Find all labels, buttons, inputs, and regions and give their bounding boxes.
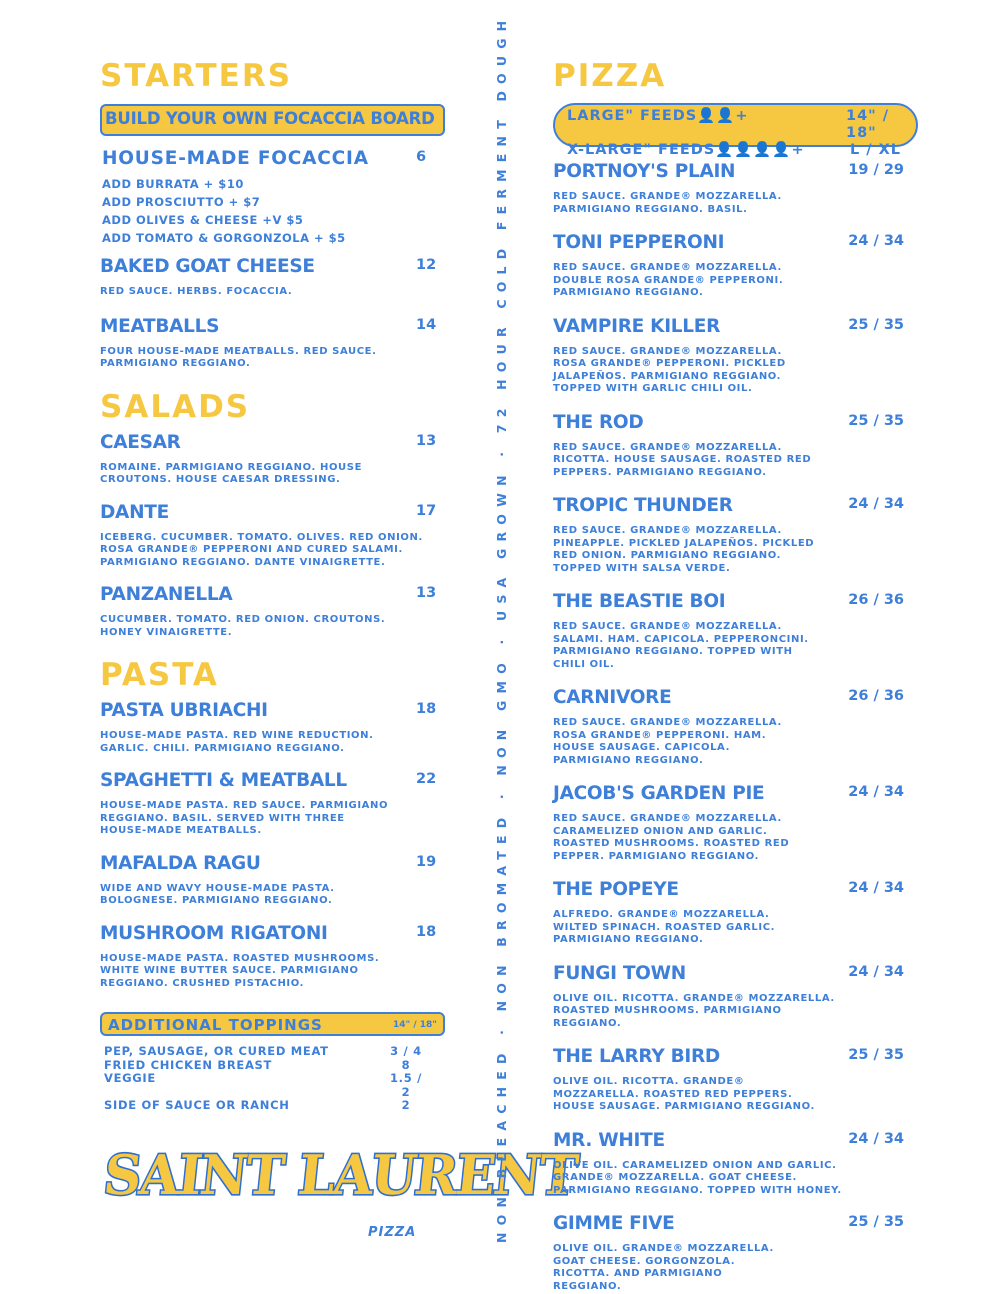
left-column — [100, 58, 445, 1113]
topping-name: SIDE OF SAUCE OR RANCH — [104, 1098, 290, 1112]
addon-list — [100, 175, 445, 247]
item-price: 25 / 35 — [848, 1214, 904, 1230]
item-name: TONI PEPPERONI — [553, 232, 725, 253]
menu-item — [100, 699, 445, 755]
menu-item — [100, 315, 445, 371]
menu-item — [553, 1129, 918, 1198]
size-value: 14" / 18" — [846, 108, 890, 141]
item-description: OLIVE OIL. GRANDE® MOZZARELLA. GOAT CHEESE. GORGONZOLA. RICOTTA. AND PARMIGIANO REGGIANO. — [553, 1243, 774, 1292]
menu-item — [553, 231, 918, 300]
item-name: PANZANELLA — [100, 584, 233, 605]
item-price: 26 / 36 — [848, 688, 904, 704]
item-description: RED SAUCE. GRANDE® MOZZARELLA. PINEAPPLE. PICKLED JALAPEÑOS. PICKLED RED ONION. PARMIGIANO REGGIANO. TOPPED WITH SALSA VERDE. — [553, 525, 815, 574]
menu-item — [100, 583, 445, 639]
pizza-title: PIZZA — [553, 58, 667, 94]
topping-name: PEP, SAUSAGE, OR CURED MEAT — [104, 1044, 329, 1058]
item-description: HOUSE-MADE PASTA. ROASTED MUSHROOMS. WHITE WINE BUTTER SAUCE. PARMIGIANO REGGIANO. CRUSHED PISTACHIO. — [100, 952, 380, 989]
item-description: OLIVE OIL. RICOTTA. GRANDE® MOZZARELLA. ROASTED MUSHROOMS. PARMIGIANO REGGIANO. — [553, 992, 835, 1029]
item-name: CAESAR — [100, 431, 181, 453]
pasta-title: PASTA — [100, 657, 219, 693]
item-name: DANTE — [100, 501, 169, 523]
item-description: WIDE AND WAVY HOUSE-MADE PASTA. BOLOGNESE. PARMIGIANO REGGIANO. — [100, 882, 335, 906]
item-name: THE LARRY BIRD — [553, 1046, 720, 1067]
item-description: RED SAUCE. GRANDE® MOZZARELLA. ROSA GRANDE® PEPPERONI. PICKLED JALAPEÑOS. PARMIGIANO REGGIANO. TOPPED WITH GARLIC CHILI OIL. — [553, 345, 786, 394]
toppings-sizes: 14" / 18" — [393, 1020, 437, 1030]
topping-row — [100, 1045, 445, 1059]
menu-item — [100, 431, 445, 487]
item-description: OLIVE OIL. RICOTTA. GRANDE® MOZZARELLA. ROASTED RED PEPPERS. HOUSE SAUSAGE. PARMIGIANO REGGIANO. — [553, 1076, 815, 1112]
item-description: OLIVE OIL. CARAMELIZED ONION AND GARLIC. GRANDE® MOZZARELLA. GOAT CHEESE. PARMIGIANO REGGIANO. TOPPED WITH HONEY. — [553, 1159, 842, 1196]
size-value: L / XL — [850, 142, 902, 158]
menu-item — [553, 878, 918, 947]
menu-item — [553, 590, 918, 671]
item-price: 19 — [416, 853, 437, 870]
item-price: 19 / 29 — [848, 162, 904, 178]
item-name: CARNIVORE — [553, 687, 672, 708]
item-price: 22 — [416, 771, 437, 787]
menu-item — [553, 962, 918, 1031]
topping-price: 8 — [401, 1057, 411, 1072]
pizza-size-pill — [553, 103, 918, 158]
menu-item — [553, 315, 918, 396]
item-name: MEATBALLS — [100, 315, 220, 337]
item-price: 6 — [416, 149, 427, 165]
size-row-xlarge — [567, 142, 904, 159]
item-name: TROPIC THUNDER — [553, 495, 733, 516]
item-name: PORTNOY'S PLAIN — [553, 161, 736, 182]
item-description: CUCUMBER. TOMATO. RED ONION. CROUTONS. HONEY VINAIGRETTE. — [100, 614, 386, 638]
item-price: 24 / 34 — [848, 880, 904, 896]
topping-row — [100, 1099, 445, 1113]
menu-item — [100, 255, 445, 299]
item-price: 24 / 34 — [848, 496, 904, 512]
item-price: 13 — [416, 432, 437, 449]
menu-item — [553, 1045, 918, 1114]
item-description: FOUR HOUSE-MADE MEATBALLS. RED SAUCE. PARMIGIANO REGGIANO. — [100, 345, 377, 369]
menu-item — [553, 411, 918, 480]
topping-row — [100, 1059, 445, 1073]
menu-item — [553, 1212, 918, 1293]
item-description: RED SAUCE. GRANDE® MOZZARELLA. PARMIGIANO REGGIANO. BASIL. — [553, 191, 782, 215]
menu-item — [553, 494, 918, 575]
item-name: MAFALDA RAGU — [100, 852, 261, 874]
item-description: HOUSE-MADE PASTA. RED SAUCE. PARMIGIANO REGGIANO. BASIL. SERVED WITH THREE HOUSE-MADE MEATBALLS. — [100, 800, 389, 836]
starters-title: STARTERS — [100, 58, 293, 94]
build-focaccia-pill: BUILD YOUR OWN FOCACCIA BOARD — [100, 104, 445, 136]
addon-item: ADD BURRATA + $10 — [102, 177, 244, 191]
toppings-title: ADDITIONAL TOPPINGS — [108, 1016, 323, 1034]
item-name: PASTA UBRIACHI — [100, 700, 268, 721]
item-price: 25 / 35 — [848, 316, 904, 333]
topping-price: 1.5 / 2 — [389, 1071, 423, 1099]
item-name: GIMME FIVE — [553, 1213, 675, 1234]
toppings-pill — [100, 1012, 445, 1036]
item-price: 24 / 34 — [848, 963, 904, 980]
item-name: VAMPIRE KILLER — [553, 315, 721, 337]
item-description: RED SAUCE. GRANDE® MOZZARELLA. RICOTTA. HOUSE SAUSAGE. ROASTED RED PEPPERS. PARMIGIANO REGGIANO. — [553, 441, 812, 478]
item-description: ALFREDO. GRANDE® MOZZARELLA. WILTED SPINACH. ROASTED GARLIC. PARMIGIANO REGGIANO. — [553, 909, 776, 945]
item-description: ICEBERG. CUCUMBER. TOMATO. OLIVES. RED ONION. ROSA GRANDE® PEPPERONI AND CURED SALAMI. PARMIGIANO REGGIANO. DANTE VINAIGRETTE. — [100, 531, 423, 568]
item-price: 18 — [416, 701, 437, 717]
dough-tagline: NON BLEACHED · NON BROMATED · NON GMO · USA GROWN · 72 HOUR COLD FERMENT DOUGH — [494, 13, 509, 1243]
item-name: HOUSE-MADE FOCACCIA — [102, 148, 369, 169]
item-price: 17 — [416, 502, 437, 519]
menu-item — [553, 782, 918, 863]
item-price: 13 — [416, 585, 437, 601]
item-price: 24 / 34 — [848, 1130, 904, 1147]
size-row-large — [567, 108, 904, 142]
item-price: 14 — [416, 316, 437, 333]
item-name: MR. WHITE — [553, 1129, 665, 1151]
item-price: 25 / 35 — [848, 412, 904, 429]
item-description: HOUSE-MADE PASTA. RED WINE REDUCTION. GARLIC. CHILI. PARMIGIANO REGGIANO. — [100, 730, 374, 754]
item-description: RED SAUCE. GRANDE® MOZZARELLA. ROSA GRANDE® PEPPERONI. HAM. HOUSE SAUSAGE. CAPICOLA. PARMIGIANO REGGIANO. — [553, 717, 782, 766]
pizza-list — [553, 160, 918, 1293]
item-name: JACOB'S GARDEN PIE — [553, 783, 765, 804]
item-name: MUSHROOM RIGATONI — [100, 922, 328, 944]
topping-name: FRIED CHICKEN BREAST — [104, 1057, 273, 1072]
item-price: 12 — [416, 257, 437, 273]
addon-item: ADD TOMATO & GORGONZOLA + $5 — [102, 231, 346, 245]
saint-laurent-logo — [100, 1143, 580, 1245]
salads-title: SALADS — [100, 388, 251, 425]
topping-row — [100, 1072, 445, 1099]
right-column — [553, 58, 918, 94]
addon-item: ADD OLIVES & CHEESE +V $5 — [102, 213, 304, 227]
item-description: RED SAUCE. HERBS. FOCACCIA. — [100, 286, 293, 297]
item-price: 24 / 34 — [848, 233, 904, 249]
item-description: RED SAUCE. GRANDE® MOZZARELLA. CARAMELIZED ONION AND GARLIC. ROASTED MUSHROOMS. ROASTED RED PEPPER. PARMIGIANO REGGIANO. — [553, 813, 790, 862]
toppings-list — [100, 1045, 445, 1113]
item-name: BAKED GOAT CHEESE — [100, 256, 315, 277]
item-description: ROMAINE. PARMIGIANO REGGIANO. HOUSE CROUTONS. HOUSE CAESAR DRESSING. — [100, 461, 362, 485]
menu-item — [100, 769, 445, 838]
logo-subtitle: PIZZA — [368, 1225, 417, 1240]
menu-item — [100, 501, 445, 570]
size-label: X-LARGE" FEEDS👤👤👤👤+ — [567, 142, 805, 158]
item-name: FUNGI TOWN — [553, 962, 686, 984]
menu-item — [553, 686, 918, 767]
item-description: RED SAUCE. GRANDE® MOZZARELLA. DOUBLE ROSA GRANDE® PEPPERONI. PARMIGIANO REGGIANO. — [553, 262, 784, 298]
topping-price: 3 / 4 — [390, 1044, 422, 1058]
item-price: 26 / 36 — [848, 592, 904, 608]
menu-item — [553, 160, 918, 216]
item-name: THE BEASTIE BOI — [553, 591, 726, 612]
size-label: LARGE" FEEDS👤👤+ — [567, 108, 749, 124]
topping-name: VEGGIE — [104, 1071, 156, 1085]
menu-item — [100, 852, 445, 908]
addon-item: ADD PROSCIUTTO + $7 — [102, 195, 261, 209]
item-name: SPAGHETTI & MEATBALL — [100, 770, 347, 791]
item-price: 18 — [416, 923, 437, 940]
item-name: THE POPEYE — [553, 879, 679, 900]
menu-item — [100, 147, 445, 247]
topping-price: 2 — [401, 1098, 411, 1112]
item-price: 24 / 34 — [848, 784, 904, 800]
item-price: 25 / 35 — [848, 1047, 904, 1063]
item-name: THE ROD — [553, 411, 644, 433]
logo-wordmark: SAINT LAURENT — [100, 1143, 580, 1208]
menu-item — [100, 922, 445, 991]
item-description: RED SAUCE. GRANDE® MOZZARELLA. SALAMI. HAM. CAPICOLA. PEPPERONCINI. PARMIGIANO REGGIANO. TOPPED WITH CHILI OIL. — [553, 621, 809, 670]
